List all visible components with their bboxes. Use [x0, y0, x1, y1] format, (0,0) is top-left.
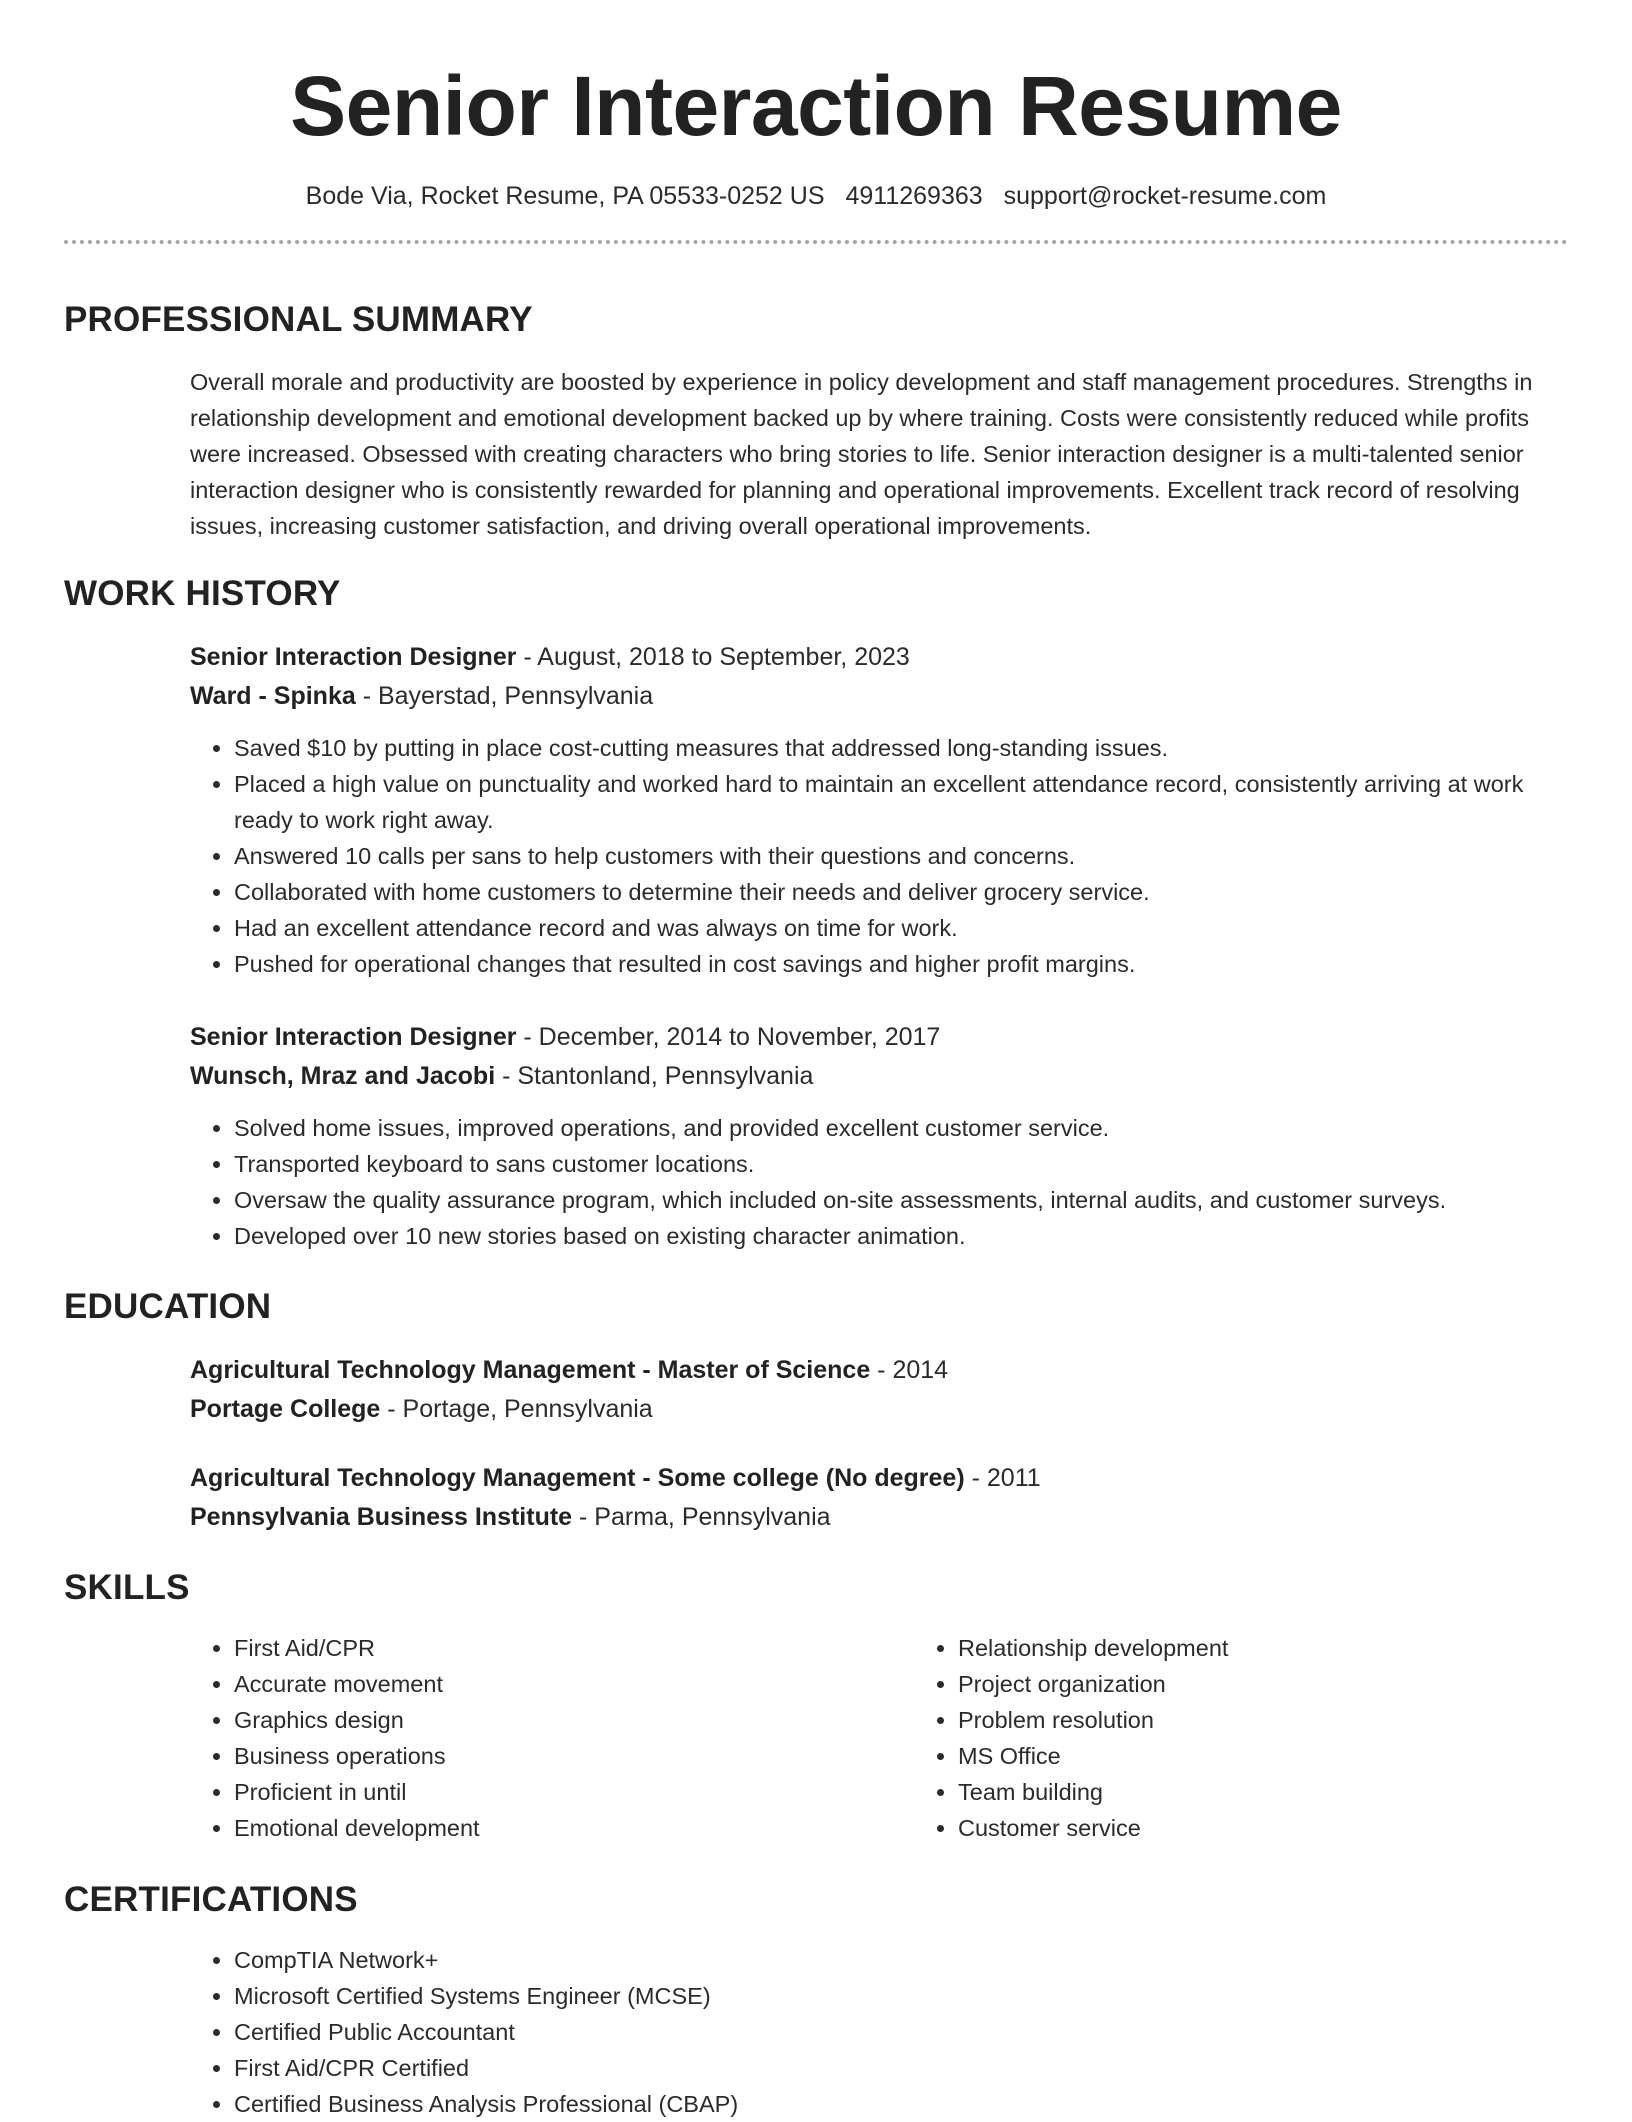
section-heading-certifications: CERTIFICATIONS: [64, 1880, 358, 1919]
job-location: - Stantonland, Pennsylvania: [495, 1062, 814, 1090]
certifications-section: [64, 1878, 1568, 2122]
certification-item: • CompTIA Network+: [234, 1942, 1568, 1978]
skills-list-left: [190, 1630, 914, 1846]
job-company: Wunsch, Mraz and Jacobi: [190, 1062, 496, 1090]
summary-text: Overall morale and productivity are boosted by experience in policy development and staff management procedures. Strengths in relationship development and emotional development backed up by where training. Costs were consistently reduced while profits were increased. Obsessed with creating characters who bring stories to life. Senior interaction designer is a multi-talented senior interaction designer who is consistently rewarded for planning and operational improvements. Excellent track record of resolving issues, increasing customer satisfaction, and driving overall operational improvements.: [190, 369, 1533, 539]
education-degree: Agricultural Technology Management - Master of Science: [190, 1356, 871, 1384]
contact-email: support@rocket-resume.com: [1003, 182, 1327, 210]
skill-item: • Proficient in until: [234, 1774, 914, 1810]
job-bullets: [190, 1110, 1568, 1254]
job-bullet: • Had an excellent attendance record and was always on time for work.: [234, 910, 1568, 946]
job-title-line: [190, 1018, 1568, 1057]
skill-item: • Relationship development: [958, 1630, 1558, 1666]
job-entry: [190, 638, 1568, 982]
resume-title: Senior Interaction Resume: [290, 59, 1342, 153]
job-bullet: • Transported keyboard to sans customer locations.: [234, 1146, 1568, 1182]
skill-item: • Customer service: [958, 1810, 1558, 1846]
education-school-line: [190, 1498, 1568, 1537]
section-heading-education: EDUCATION: [64, 1287, 272, 1326]
education-school: Pennsylvania Business Institute: [190, 1503, 573, 1531]
education-entry: [190, 1459, 1568, 1537]
job-dates: - August, 2018 to September, 2023: [516, 643, 910, 671]
certification-item: • Certified Public Accountant: [234, 2014, 1568, 2050]
job-bullet: • Developed over 10 new stories based on existing character animation.: [234, 1218, 1568, 1254]
work-history-section: [64, 572, 1568, 1254]
job-company-line: [190, 1057, 1568, 1096]
skill-item: • Emotional development: [234, 1810, 914, 1846]
job-title: Senior Interaction Designer: [190, 643, 517, 671]
education-year: - 2014: [870, 1356, 949, 1384]
education-location: - Parma, Pennsylvania: [572, 1503, 831, 1531]
education-section: [64, 1285, 1568, 1537]
job-company: Ward - Spinka: [190, 682, 356, 710]
skill-item: • MS Office: [958, 1738, 1558, 1774]
header-divider: [64, 240, 1568, 244]
certification-item: • First Aid/CPR Certified: [234, 2050, 1568, 2086]
certification-item: • Certified Business Analysis Professional (CBAP): [234, 2086, 1568, 2122]
education-degree: Agricultural Technology Management - Some college (No degree): [190, 1464, 965, 1492]
education-location: - Portage, Pennsylvania: [380, 1395, 653, 1423]
education-entry: [190, 1351, 1568, 1429]
skill-item: • Team building: [958, 1774, 1558, 1810]
job-title: Senior Interaction Designer: [190, 1023, 517, 1051]
contact-phone: 4911269363: [845, 182, 983, 210]
certification-item: • Microsoft Certified Systems Engineer (MCSE): [234, 1978, 1568, 2014]
contact-line: [64, 180, 1568, 212]
education-year: - 2011: [964, 1464, 1041, 1492]
job-bullet: • Pushed for operational changes that resulted in cost savings and higher profit margins.: [234, 946, 1568, 982]
contact-address: Bode Via, Rocket Resume, PA 05533-0252 US: [305, 182, 825, 210]
skill-item: • First Aid/CPR: [234, 1630, 914, 1666]
education-school-line: [190, 1390, 1568, 1429]
section-heading-work: WORK HISTORY: [64, 574, 341, 613]
job-bullets: [190, 730, 1568, 982]
job-company-line: [190, 677, 1568, 716]
skill-item: • Business operations: [234, 1738, 914, 1774]
certifications-list: [190, 1942, 1568, 2122]
skill-item: • Accurate movement: [234, 1666, 914, 1702]
section-heading-summary: PROFESSIONAL SUMMARY: [64, 300, 533, 339]
job-title-line: [190, 638, 1568, 677]
job-location: - Bayerstad, Pennsylvania: [355, 682, 654, 710]
job-bullet: • Placed a high value on punctuality and worked hard to maintain an excellent attendance record, consistently arriving at work ready to work right away.: [234, 766, 1568, 838]
job-bullet: • Answered 10 calls per sans to help customers with their questions and concerns.: [234, 838, 1568, 874]
education-degree-line: [190, 1459, 1568, 1498]
skills-list-right: [914, 1630, 1558, 1846]
professional-summary-section: [64, 298, 1570, 544]
section-heading-skills: SKILLS: [64, 1568, 190, 1607]
skills-section: [64, 1566, 1568, 1846]
job-bullet: • Solved home issues, improved operations, and provided excellent customer service.: [234, 1110, 1568, 1146]
skills-columns: [190, 1630, 1568, 1846]
job-bullet: • Saved $10 by putting in place cost-cutting measures that addressed long-standing issues.: [234, 730, 1568, 766]
education-school: Portage College: [190, 1395, 381, 1423]
job-bullet: • Collaborated with home customers to determine their needs and deliver grocery service.: [234, 874, 1568, 910]
skill-item: • Graphics design: [234, 1702, 914, 1738]
education-degree-line: [190, 1351, 1568, 1390]
skill-item: • Project organization: [958, 1666, 1558, 1702]
job-dates: - December, 2014 to November, 2017: [516, 1023, 941, 1051]
job-entry: [190, 1018, 1568, 1254]
resume-page: [64, 0, 1568, 2117]
job-bullet: • Oversaw the quality assurance program, which included on-site assessments, internal audits, and customer surveys.: [234, 1182, 1568, 1218]
skill-item: • Problem resolution: [958, 1702, 1558, 1738]
